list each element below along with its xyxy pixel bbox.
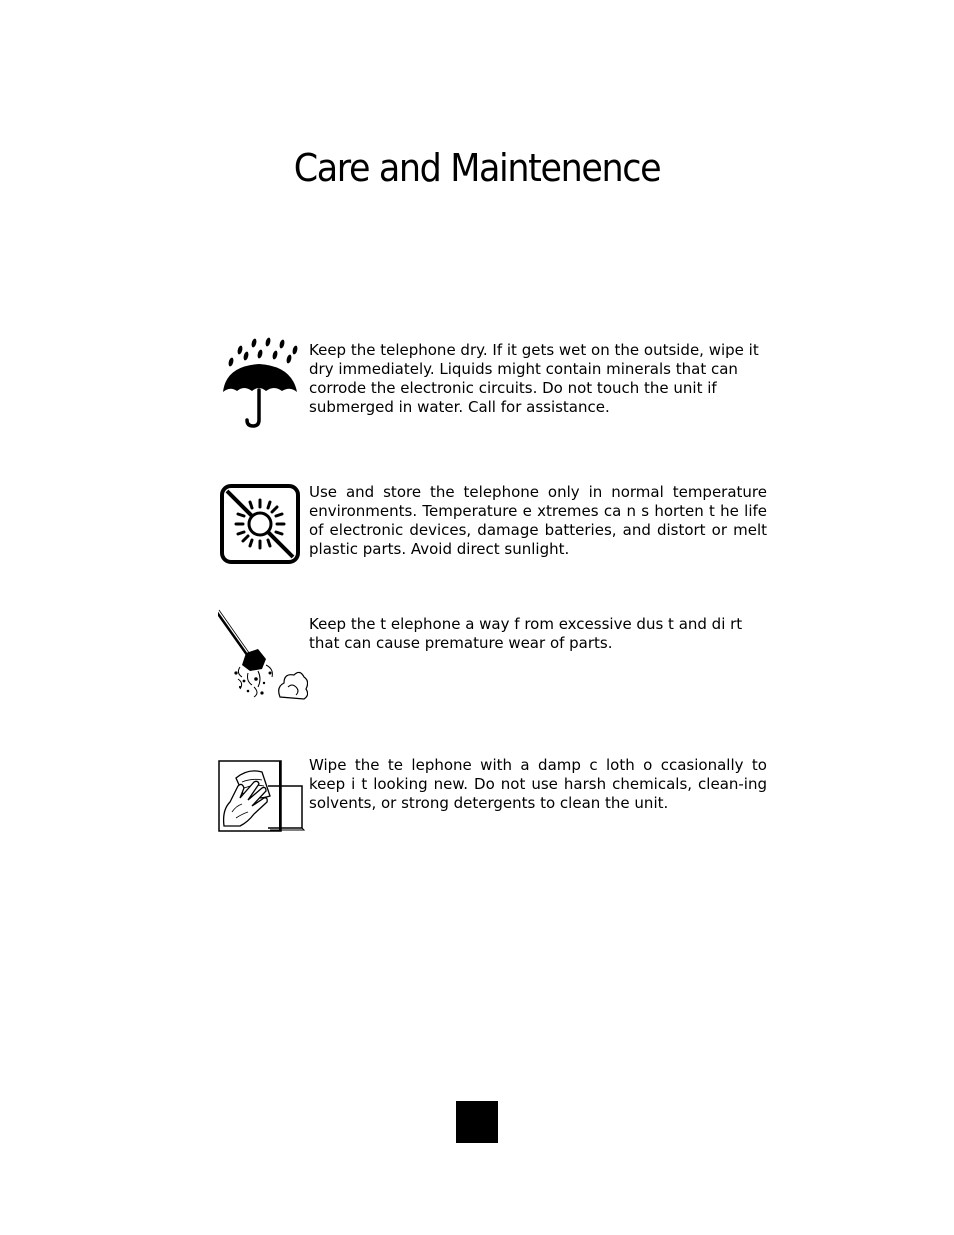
care-text: Use and store the telephone only in normal temperature environments. Temperature e xtremes ca n s horten t he life of electronic devices, damage batteries, and distort or melt plastic parts. Avoid direct sunlight. <box>309 483 767 558</box>
care-text: Keep the telephone dry. If it gets wet on the outside, wipe it dry immediately. Liquids might contain minerals that can corrode the electronic circuits. Do not touch the unit if submerged in water. Call for assistance. <box>309 341 759 416</box>
page-marker <box>456 1101 498 1143</box>
page-title: Care and Maintenence <box>293 146 661 190</box>
care-text: Keep the t elephone a way f rom excessive dus t and di rt that can cause premature wear of parts. <box>309 615 743 652</box>
umbrella-rain-icon <box>218 336 304 428</box>
no-sun-icon <box>218 482 304 574</box>
dust-brush-icon <box>218 607 304 699</box>
wiping-hand-icon <box>218 756 304 848</box>
care-text: Wipe the te lephone with a damp c loth o ccasionally to keep i t looking new. Do not use harsh chemicals, clean-ing solvents, or strong detergents to clean the unit. <box>309 756 767 812</box>
